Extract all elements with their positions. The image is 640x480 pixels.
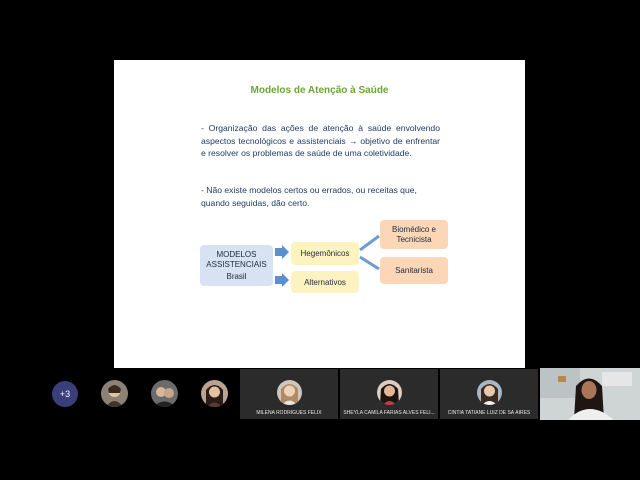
person-avatar-icon — [377, 380, 402, 405]
participant-name: CINTIA TATIANE LUIZ DE SÁ AIRES — [447, 410, 531, 416]
hegemonicos-box: Hegemônicos — [291, 242, 359, 265]
slide-bullet-2: - Não existe modelos certos ou errados, ou receitas que, quando seguidas, dão certo. — [201, 185, 417, 208]
biomedico-label-1: Biomédico e — [391, 224, 437, 234]
person-avatar-icon — [477, 380, 502, 405]
models-box — [200, 245, 273, 286]
slide-title: Modelos de Atenção à Saúde — [250, 85, 389, 96]
participant-name: MILENA RODRIGUES FELIX — [256, 410, 322, 416]
biomedico-box — [380, 220, 448, 249]
person-avatar-icon — [277, 380, 302, 405]
more-participants-button[interactable]: +3 — [52, 381, 78, 407]
sanitarista-box: Sanitarista — [380, 257, 448, 284]
participant-avatar — [477, 380, 502, 405]
models-sub-label: Brasil — [226, 271, 247, 281]
slide-bullet-1: - Organização das ações de atenção à saúde envolvendo aspectos tecnológicos e assistenciais → objetivo de enfrentar e resolver os problemas de saúde de uma coletividade. — [201, 123, 440, 158]
participant-tile[interactable] — [340, 369, 438, 419]
participant-avatar[interactable] — [201, 380, 228, 407]
link-to-sanitarista — [360, 257, 379, 269]
person-avatar-icon — [151, 380, 178, 407]
participant-avatar — [377, 380, 402, 405]
shared-slide — [114, 60, 525, 368]
participant-name: SHEYLA CAMILA FARIAS ALVES FELI... — [343, 410, 435, 416]
arrow-to-alternativos — [275, 273, 289, 287]
models-label-2: ASSISTENCIAIS — [206, 259, 267, 269]
alternativos-box: Alternativos — [291, 271, 359, 293]
person-avatar-icon — [101, 380, 128, 407]
participant-avatar — [277, 380, 302, 405]
participant-tile[interactable] — [240, 369, 338, 419]
self-video-tile[interactable] — [540, 368, 640, 420]
webcam-person-icon — [540, 368, 640, 420]
models-label-1: MODELOS — [216, 249, 257, 259]
person-avatar-icon — [201, 380, 228, 407]
biomedico-label-2: Tecnicista — [396, 234, 432, 244]
arrow-to-hegemonicos — [275, 245, 289, 259]
participant-tile[interactable] — [440, 369, 538, 419]
link-to-biomedico — [360, 236, 379, 250]
participant-avatar[interactable] — [151, 380, 178, 407]
participant-avatar[interactable] — [101, 380, 128, 407]
diagram-connectors — [114, 60, 525, 368]
